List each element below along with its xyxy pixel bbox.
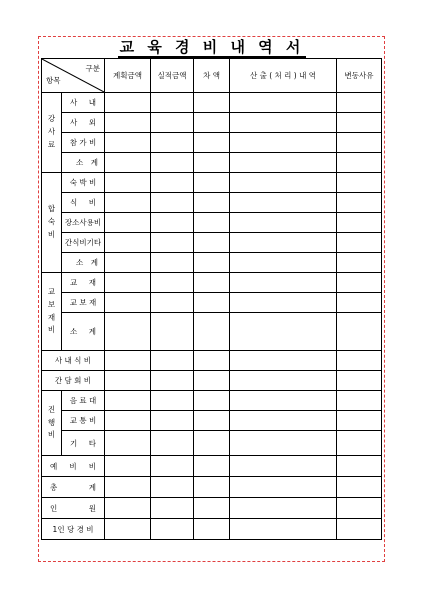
cell[interactable]	[151, 253, 194, 273]
cell[interactable]	[230, 293, 337, 313]
cell[interactable]	[230, 153, 337, 173]
cell[interactable]	[151, 233, 194, 253]
table-row	[42, 431, 382, 456]
row-label-accommodation: 숙 박 비	[62, 173, 105, 193]
cell[interactable]	[337, 431, 382, 456]
label-part: 사	[70, 118, 78, 127]
label-part: 기	[70, 438, 78, 448]
cell[interactable]	[230, 193, 337, 213]
cell[interactable]	[337, 371, 382, 391]
cell[interactable]	[230, 371, 337, 391]
cell[interactable]	[194, 173, 230, 193]
expense-table	[41, 58, 382, 540]
table-row	[42, 313, 382, 351]
cell[interactable]	[230, 213, 337, 233]
row-label-per-person: 1인 당 경 비	[42, 519, 105, 540]
table-row	[42, 93, 382, 113]
table-row	[42, 133, 382, 153]
cell[interactable]	[194, 253, 230, 273]
title-text: 교 육 경 비 내 역 서	[119, 38, 305, 56]
table-row	[42, 371, 382, 391]
row-label-in-house-meal: 사 내 식 비	[42, 351, 105, 371]
label-part: 원	[88, 503, 96, 513]
group-label: 합 숙 비	[47, 204, 56, 239]
row-label-subtotal	[62, 153, 105, 173]
cell[interactable]	[230, 411, 337, 431]
table-row	[42, 273, 382, 293]
label-part: 계	[90, 158, 98, 167]
cell[interactable]	[105, 351, 151, 371]
header-row	[42, 59, 382, 93]
page-title	[0, 36, 424, 57]
row-label-teaching-aids: 교 보 재	[62, 293, 105, 313]
cell[interactable]	[194, 498, 230, 519]
cell[interactable]	[151, 313, 194, 351]
cell[interactable]	[194, 411, 230, 431]
group-label: 강 사 료	[47, 114, 56, 149]
cell[interactable]	[105, 371, 151, 391]
cell[interactable]	[337, 411, 382, 431]
cell[interactable]	[151, 391, 194, 411]
header-reason: 변동사유	[337, 59, 382, 93]
header-difference: 차 액	[194, 59, 230, 93]
cell[interactable]	[151, 193, 194, 213]
cell[interactable]	[230, 133, 337, 153]
table-row	[42, 193, 382, 213]
cell[interactable]	[194, 133, 230, 153]
cell[interactable]	[151, 273, 194, 293]
label-part: 계	[90, 258, 98, 267]
cell[interactable]	[105, 133, 151, 153]
cell[interactable]	[194, 113, 230, 133]
label-part: 계	[88, 482, 96, 492]
cell[interactable]	[230, 233, 337, 253]
cell[interactable]	[337, 153, 382, 173]
cell[interactable]	[151, 456, 194, 477]
row-label-internal	[62, 93, 105, 113]
cell[interactable]	[230, 391, 337, 411]
cell[interactable]	[151, 213, 194, 233]
group-label: 교 보 재 비	[47, 287, 56, 335]
label-part: 총	[50, 482, 58, 492]
cell[interactable]	[230, 273, 337, 293]
cell[interactable]	[337, 173, 382, 193]
row-label-transport: 교 통 비	[62, 411, 105, 431]
cell[interactable]	[194, 93, 230, 113]
table-row	[42, 213, 382, 233]
cell[interactable]	[105, 113, 151, 133]
group-materials	[42, 273, 62, 351]
cell[interactable]	[151, 133, 194, 153]
cell[interactable]	[230, 519, 337, 540]
cell[interactable]	[194, 213, 230, 233]
table-row	[42, 351, 382, 371]
cell[interactable]	[194, 193, 230, 213]
header-actual: 실적금액	[151, 59, 194, 93]
cell[interactable]	[230, 313, 337, 351]
table-row	[42, 456, 382, 477]
cell[interactable]	[230, 431, 337, 456]
cell[interactable]	[337, 233, 382, 253]
cell[interactable]	[105, 213, 151, 233]
row-label-participation: 참 가 비	[62, 133, 105, 153]
cell[interactable]	[194, 233, 230, 253]
label-part: 비	[88, 198, 96, 207]
label-part: 소	[76, 258, 84, 267]
label-part: 예	[50, 461, 58, 471]
cell[interactable]	[151, 411, 194, 431]
cell[interactable]	[151, 371, 194, 391]
cell[interactable]	[337, 93, 382, 113]
cell[interactable]	[337, 253, 382, 273]
cell[interactable]	[105, 477, 151, 498]
cell[interactable]	[105, 456, 151, 477]
cell[interactable]	[194, 371, 230, 391]
label-part: 계	[88, 327, 96, 336]
cell[interactable]	[337, 213, 382, 233]
cell[interactable]	[151, 93, 194, 113]
cell[interactable]	[151, 173, 194, 193]
label-part: 소	[76, 158, 84, 167]
header-category: 구분	[85, 64, 100, 73]
table-row	[42, 411, 382, 431]
cell[interactable]	[194, 519, 230, 540]
table-row	[42, 173, 382, 193]
cell[interactable]	[337, 293, 382, 313]
cell[interactable]	[151, 293, 194, 313]
row-label-other	[62, 431, 105, 456]
group-lecture	[42, 93, 62, 173]
cell[interactable]	[105, 391, 151, 411]
cell[interactable]	[105, 193, 151, 213]
table-row	[42, 233, 382, 253]
label-part: 사	[70, 98, 78, 107]
table-row	[42, 253, 382, 273]
label-part: 교	[70, 278, 78, 287]
cell[interactable]	[105, 313, 151, 351]
cell[interactable]	[194, 351, 230, 371]
header-item: 항목	[46, 76, 61, 85]
cell[interactable]	[105, 173, 151, 193]
cell[interactable]	[105, 498, 151, 519]
cell[interactable]	[151, 519, 194, 540]
label-part: 비	[69, 461, 77, 471]
table-row	[42, 391, 382, 411]
row-label-meal	[62, 193, 105, 213]
row-label-headcount	[42, 498, 105, 519]
cell[interactable]	[105, 293, 151, 313]
cell[interactable]	[230, 173, 337, 193]
cell[interactable]	[105, 519, 151, 540]
cell[interactable]	[105, 153, 151, 173]
cell[interactable]	[337, 351, 382, 371]
label-part: 인	[50, 503, 58, 513]
cell[interactable]	[194, 293, 230, 313]
row-label-reserve	[42, 456, 105, 477]
table-row	[42, 519, 382, 540]
group-label: 진 행 비	[47, 404, 56, 440]
cell[interactable]	[151, 431, 194, 456]
cell[interactable]	[105, 273, 151, 293]
cell[interactable]	[194, 456, 230, 477]
row-label-total	[42, 477, 105, 498]
row-label-subtotal	[62, 313, 105, 351]
cell[interactable]	[194, 391, 230, 411]
row-label-snack: 간식비기타	[62, 233, 105, 253]
cell[interactable]	[151, 477, 194, 498]
row-label-venue: 장소사용비	[62, 213, 105, 233]
cell[interactable]	[337, 193, 382, 213]
cell[interactable]	[194, 153, 230, 173]
cell[interactable]	[194, 477, 230, 498]
cell[interactable]	[194, 431, 230, 456]
header-planned: 계획금액	[105, 59, 151, 93]
table-row	[42, 477, 382, 498]
cell[interactable]	[230, 477, 337, 498]
table-row	[42, 498, 382, 519]
cell[interactable]	[337, 313, 382, 351]
cell[interactable]	[230, 456, 337, 477]
cell[interactable]	[105, 253, 151, 273]
cell[interactable]	[337, 456, 382, 477]
cell[interactable]	[105, 411, 151, 431]
cell[interactable]	[230, 253, 337, 273]
cell[interactable]	[105, 233, 151, 253]
row-label-social: 간 담 회 비	[42, 371, 105, 391]
group-progress	[42, 391, 62, 456]
row-label-textbook	[62, 273, 105, 293]
cell[interactable]	[105, 93, 151, 113]
cell[interactable]	[230, 113, 337, 133]
cell[interactable]	[105, 431, 151, 456]
label-part: 식	[70, 198, 78, 207]
cell[interactable]	[337, 519, 382, 540]
label-part: 소	[70, 327, 78, 336]
header-calc: 산 출 ( 처 리 ) 내 역	[230, 59, 337, 93]
label-part: 외	[88, 118, 96, 127]
table-row	[42, 293, 382, 313]
cell[interactable]	[337, 113, 382, 133]
cell[interactable]	[230, 93, 337, 113]
cell[interactable]	[230, 498, 337, 519]
cell[interactable]	[151, 498, 194, 519]
table-row	[42, 153, 382, 173]
table-row	[42, 113, 382, 133]
cell[interactable]	[230, 351, 337, 371]
group-lodging	[42, 173, 62, 273]
cell[interactable]	[337, 477, 382, 498]
cell[interactable]	[151, 351, 194, 371]
label-part: 내	[88, 98, 96, 107]
cell[interactable]	[151, 113, 194, 133]
cell[interactable]	[337, 498, 382, 519]
cell[interactable]	[337, 273, 382, 293]
cell[interactable]	[194, 273, 230, 293]
label-part: 재	[88, 278, 96, 287]
row-label-subtotal	[62, 253, 105, 273]
cell[interactable]	[194, 313, 230, 351]
cell[interactable]	[337, 133, 382, 153]
label-part: 타	[88, 438, 96, 448]
row-label-beverage: 음 료 대	[62, 391, 105, 411]
cell[interactable]	[337, 391, 382, 411]
header-diagonal-cell	[42, 59, 105, 93]
label-part: 비	[88, 461, 96, 471]
cell[interactable]	[151, 153, 194, 173]
row-label-external	[62, 113, 105, 133]
